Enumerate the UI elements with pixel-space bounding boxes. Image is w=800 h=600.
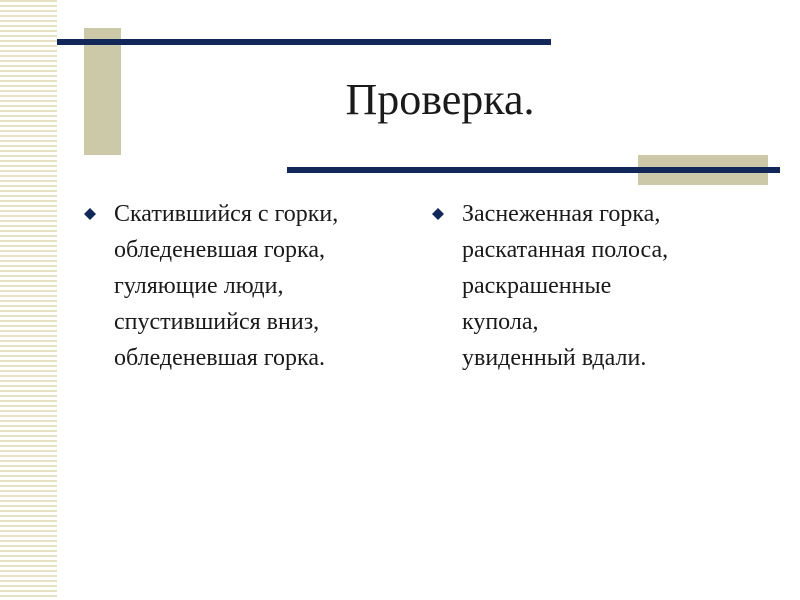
right-column [432,196,742,376]
left-line-1: Скатившийся с горки, [114,201,339,227]
right-line-1: Заснеженная горка, [462,201,661,227]
left-line-4: спустившийся вниз, [114,309,320,335]
left-line-3: гуляющие люди, [114,273,284,299]
left-line-2: обледеневшая горка, [114,237,325,263]
right-bullet-item [432,196,742,376]
left-bullet-item [84,196,394,376]
right-bullet-text [462,196,668,376]
left-bullet-text [114,196,338,376]
slide-title: Проверка. [345,75,535,124]
right-line-2: раскатанная полоса, [462,237,669,263]
diamond-bullet-icon [84,208,96,220]
right-line-5: увиденный вдали. [462,345,647,371]
top-rule [57,39,551,45]
bottom-rule [287,167,780,173]
left-column [84,196,394,376]
right-line-3: раскрашенные [462,273,612,299]
right-line-4: купола, [462,309,539,335]
left-line-5: обледеневшая горка. [114,345,325,371]
diamond-bullet-icon [432,208,444,220]
